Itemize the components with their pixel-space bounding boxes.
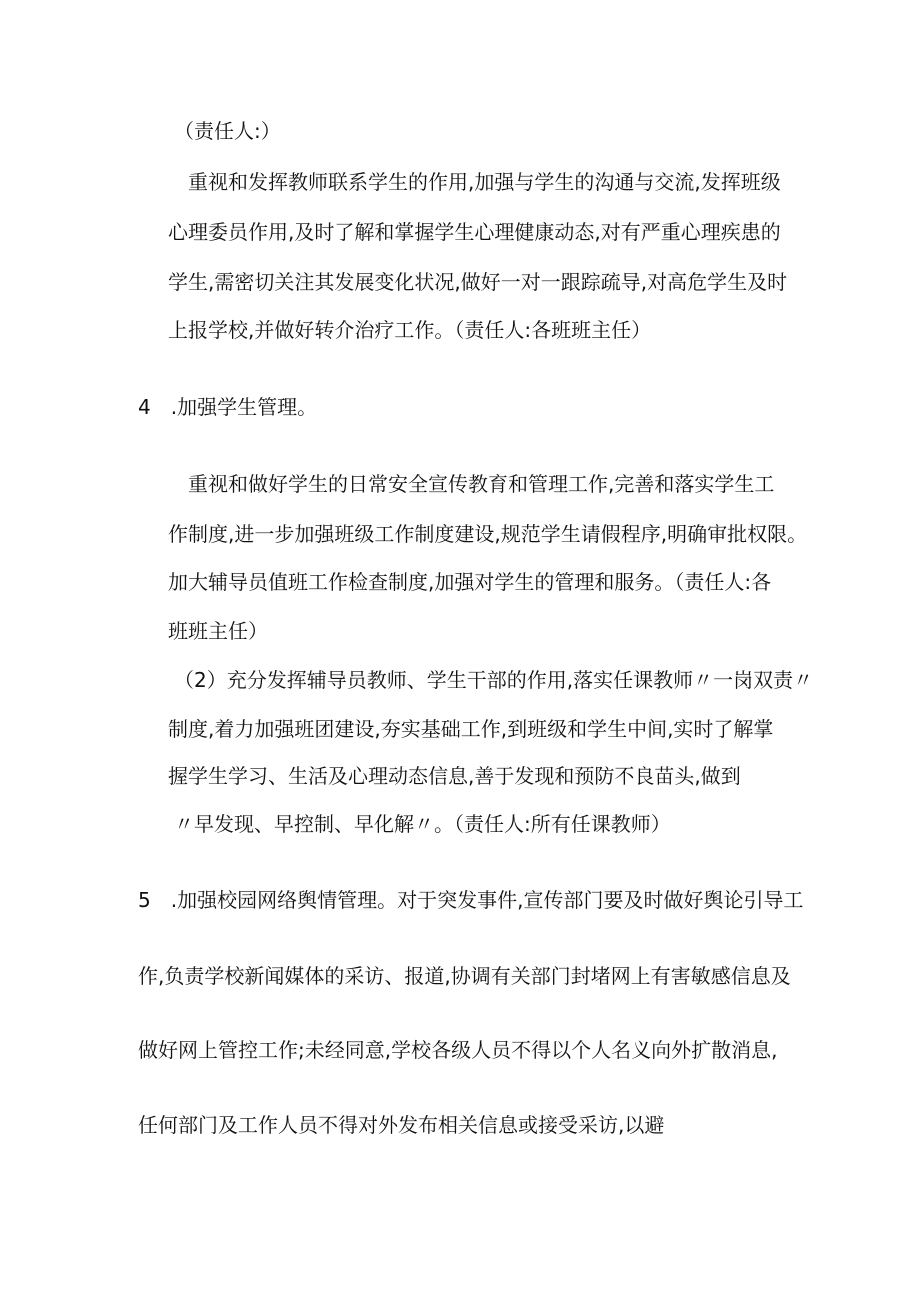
paragraph-line: （2）充分发挥辅导员教师、学生干部的作用,落实任课教师〃一岗双责〃 [174,668,814,692]
paragraph-line: 任何部门及工作人员不得对外发布相关信息或接受采访,以避 [138,1113,665,1137]
paragraph-line: 作制度,进一步加强班级工作制度建设,规范学生请假程序,明确审批权限。 [168,522,808,546]
paragraph-line: 重视和做好学生的日常安全宣传教育和管理工作,完善和落实学生工 [188,472,775,496]
paragraph-line: 班班主任） [168,619,268,643]
paragraph-line: 制度,着力加强班团建设,夯实基础工作,到班级和学生中间,实时了解掌 [168,717,774,741]
paragraph-line: 作,负责学校新闻媒体的采访、报道,协调有关部门封堵网上有害敏感信息及 [138,964,791,988]
paragraph-line: 做好网上管控工作;未经同意,学校各级人员不得以个人名义向外扩散消息, [138,1038,778,1062]
paragraph-line: 重视和发挥教师联系学生的作用,加强与学生的沟通与交流,发挥班级 [188,170,781,194]
paragraph-line: 学生,需密切关注其发展变化状况,做好一对一跟踪疏导,对高危学生及时 [168,270,788,294]
paragraph-line: 心理委员作用,及时了解和掌握学生心理健康动态,对有严重心理疾患的 [168,220,781,244]
paragraph-line: 加大辅导员值班工作检查制度,加强对学生的管理和服务。（责任人:各 [168,570,772,594]
section-heading: 5 .加强校园网络舆情管理。对于突发事件,宣传部门要及时做好舆论引导工 [138,888,804,912]
paragraph-line: 握学生学习、生活及心理动态信息,善于发现和预防不良苗头,做到 [168,764,741,788]
paragraph-line: 上报学校,并做好转介治疗工作。（责任人:各班班主任） [168,318,652,342]
responsible-person-line: （责任人:） [174,119,281,143]
paragraph-line: 〃早发现、早控制、早化解〃。（责任人:所有任课教师） [174,812,671,836]
section-heading: 4 .加强学生管理。 [138,395,318,419]
